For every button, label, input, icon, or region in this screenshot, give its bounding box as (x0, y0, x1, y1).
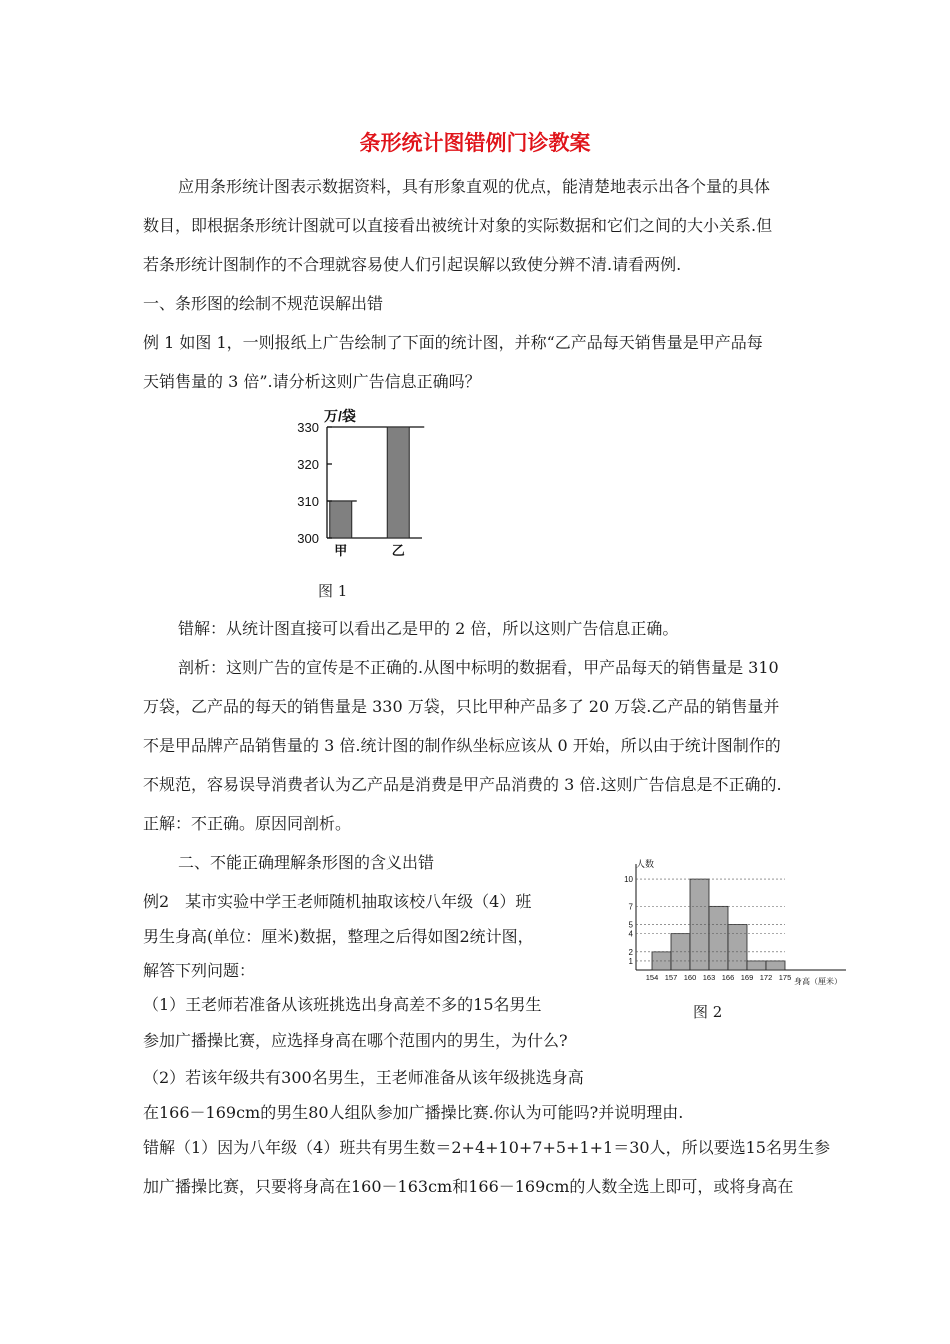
figure-1-chart (285, 403, 435, 561)
fig2-ytick-label: 4 (628, 929, 633, 939)
fig2-xtick-label: 166 (721, 973, 735, 982)
fig2-ylabel: 人数 (636, 859, 655, 869)
fig1-bar (330, 501, 352, 538)
question1-line-2: 参加广播操比赛，应选择身高在哪个范围内的男生，为什么? (143, 1031, 568, 1050)
figure-2-caption: 图 2 (693, 1003, 723, 1021)
fig1-ylabel: 万/袋 (324, 408, 356, 424)
question2-line-2: 在166－169cm的男生80人组队参加广播操比赛.你认为可能吗?并说明理由. (143, 1103, 684, 1122)
analysis-line-3: 不是甲品牌产品销售量的 3 倍.统计图的制作纵坐标应该从 0 开始，所以由于统计图制作的 (143, 736, 781, 755)
fig2-ytick-label: 1 (628, 956, 633, 966)
figure-1-caption: 图 1 (318, 582, 348, 600)
fig1-xtick-label: 乙 (391, 543, 405, 558)
fig2-bar (766, 961, 785, 970)
fig1-ytick-label: 330 (297, 420, 319, 435)
fig1-bar (387, 427, 409, 538)
question1-line-1: （1）王老师若准备从该班挑选出身高差不多的15名男生 (143, 995, 542, 1014)
intro-line-3: 若条形统计图制作的不合理就容易使人们引起误解以致使分辨不清.请看两例. (143, 255, 682, 274)
fig2-ytick-label: 7 (628, 902, 633, 912)
figure-2-chart (620, 858, 850, 990)
example2-line-2: 男生身高(单位：厘米)数据，整理之后得如图2统计图， (143, 927, 534, 946)
fig1-ytick-label: 300 (297, 531, 319, 546)
fig2-xtick-label: 157 (664, 973, 678, 982)
fig2-ytick-label: 5 (628, 920, 633, 930)
intro-line-2: 数目，即根据条形统计图就可以直接看出被统计对象的实际数据和它们之间的大小关系.但 (143, 216, 773, 235)
question2-line-1: （2）若该年级共有300名男生，王老师准备从该年级挑选身高 (143, 1068, 584, 1087)
analysis-line-1: 剖析：这则广告的宣传是不正确的.从图中标明的数据看，甲产品每天的销售量是 310 (178, 658, 779, 677)
fig2-xtick-label: 172 (759, 973, 773, 982)
fig2-ytick-label: 10 (624, 875, 633, 885)
wrong-answer-2-line-2: 加广播操比赛，只要将身高在160－163cm和166－169cm的人数全选上即可，或将身高在 (143, 1177, 794, 1196)
fig2-xtick-label: 163 (702, 973, 716, 982)
wrong-answer-2-line-1: 错解（1）因为八年级（4）班共有男生数＝2+4+10+7+5+1+1＝30人，所以要选15名男生参 (143, 1138, 830, 1157)
analysis-line-2: 万袋，乙产品的每天的销售量是 330 万袋，只比甲种产品多了 20 万袋.乙产品的销售量并 (143, 697, 780, 716)
section2-heading: 二、不能正确理解条形图的含义出错 (178, 853, 435, 872)
fig2-ytick-label: 2 (628, 947, 633, 957)
example2-line-3: 解答下列问题： (143, 961, 256, 980)
fig1-xtick-label: 甲 (334, 543, 348, 558)
example1-line-1: 例 1 如图 1，一则报纸上广告绘制了下面的统计图，并称“乙产品每天销售量是甲产品每 (143, 333, 763, 352)
fig2-bar (747, 961, 766, 970)
fig2-xtick-label: 154 (645, 973, 659, 982)
correct-answer-1: 正解：不正确。原因同剖析。 (143, 814, 352, 833)
section1-heading: 一、条形图的绘制不规范误解出错 (143, 294, 384, 313)
example1-line-2: 天销售量的 3 倍”.请分析这则广告信息正确吗？ (143, 372, 481, 391)
fig2-xlabel: 身高（厘米） (794, 977, 842, 986)
wrong-answer-1: 错解：从统计图直接可以看出乙是甲的 2 倍，所以这则广告信息正确。 (178, 619, 679, 638)
fig2-xtick-label: 175 (778, 973, 792, 982)
fig1-ytick-label: 310 (297, 494, 319, 509)
example2-line-1: 例2 某市实验中学王老师随机抽取该校八年级（4）班 (143, 892, 532, 911)
intro-line-1: 应用条形统计图表示数据资料，具有形象直观的优点，能清楚地表示出各个量的具体 (178, 177, 771, 196)
fig2-bar (728, 925, 747, 970)
fig2-xtick-label: 160 (683, 973, 697, 982)
fig2-bar (709, 906, 728, 970)
fig1-ytick-label: 320 (297, 457, 319, 472)
analysis-line-4: 不规范，容易误导消费者认为乙产品是消费是甲产品消费的 3 倍.这则广告信息是不正确的. (143, 775, 782, 794)
fig2-xtick-label: 169 (740, 973, 754, 982)
page-title: 条形统计图错例门诊教案 (359, 131, 591, 155)
